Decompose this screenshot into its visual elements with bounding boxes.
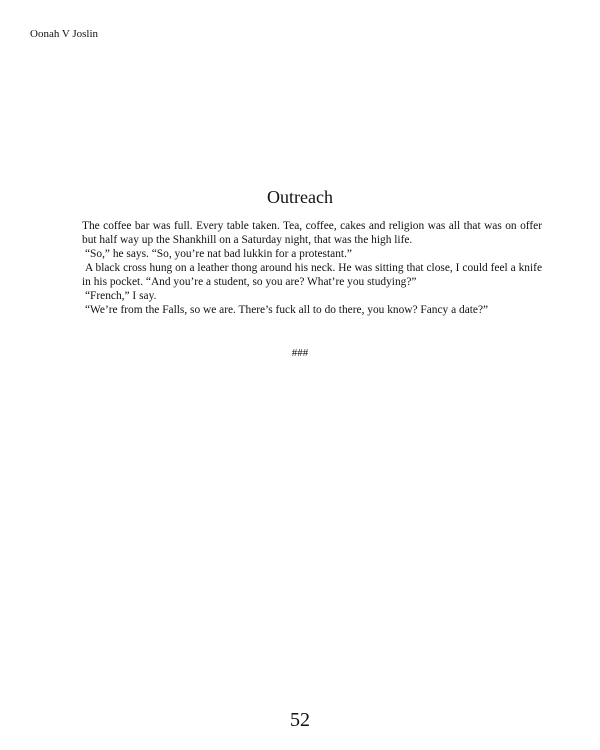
story-body xyxy=(82,219,542,317)
story-paragraph: “French,” I say. xyxy=(85,290,157,302)
section-separator: ### xyxy=(291,347,309,359)
story-paragraph: The coffee bar was full. Every table taken. Tea, coffee, cakes and religion was all that was on offer but half way up the Shankhill on a Saturday night, that was the high life. xyxy=(82,220,542,246)
page-number: 52 xyxy=(290,709,310,731)
story-paragraph: A black cross hung on a leather thong around his neck. He was sitting that close, I could feel a knife in his pocket. “And you’re a student, so you are? What’re you studying?” xyxy=(82,262,542,288)
story-paragraph: “We’re from the Falls, so we are. There’s fuck all to do there, you know? Fancy a date?” xyxy=(85,304,489,316)
author-name: Oonah V Joslin xyxy=(30,28,99,40)
story-title: Outreach xyxy=(267,187,333,207)
story-paragraph: “So,” he says. “So, you’re nat bad lukkin for a protestant.” xyxy=(85,248,352,260)
